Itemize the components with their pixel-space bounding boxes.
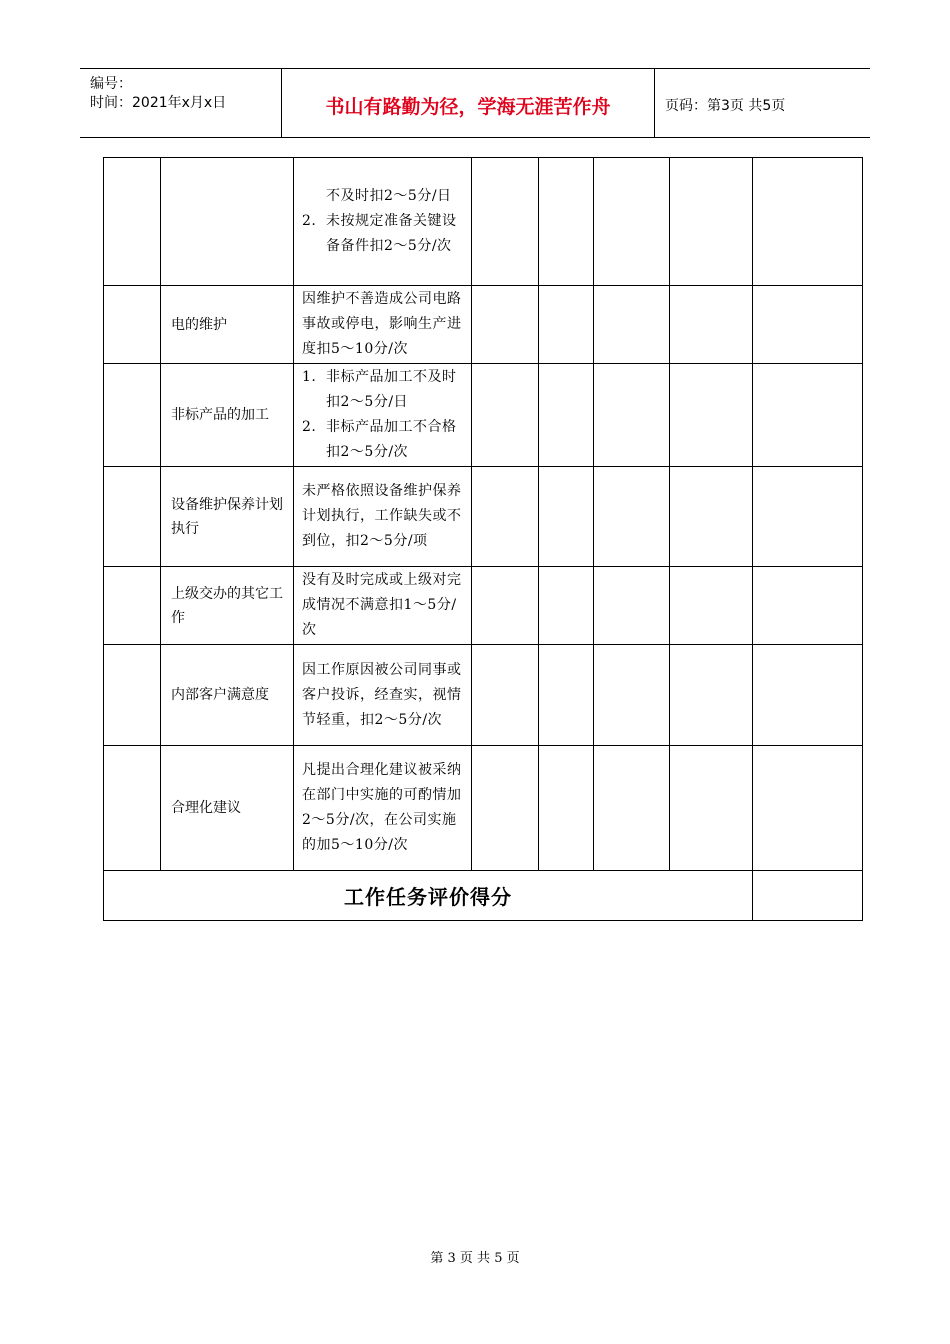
table-cell <box>104 746 161 871</box>
scoring-standard: 凡提出合理化建议被采纳在部门中实施的可酌情加2～5分/次，在公司实施的加5～10分/次 <box>294 746 472 871</box>
page-header <box>80 68 870 138</box>
assessment-item: 设备维护保养计划执行 <box>161 467 294 567</box>
header-right-cell <box>655 69 870 137</box>
score-cell <box>670 567 753 645</box>
table-cell <box>104 286 161 364</box>
score-cell <box>472 467 539 567</box>
table-cell <box>104 567 161 645</box>
score-cell <box>472 645 539 746</box>
standard-continuation: 不及时扣2～5分/日 <box>326 188 452 204</box>
score-cell <box>670 467 753 567</box>
score-cell <box>539 286 594 364</box>
standard-list-item <box>302 415 467 465</box>
score-cell <box>594 746 670 871</box>
score-cell <box>472 567 539 645</box>
list-number: 2. <box>302 213 317 229</box>
score-cell <box>539 158 594 286</box>
score-cell <box>753 746 863 871</box>
list-text: 未按规定准备关键设备备件扣2～5分/次 <box>326 213 457 254</box>
score-cell <box>539 364 594 467</box>
total-row <box>104 871 863 921</box>
table-row <box>104 158 863 286</box>
score-cell <box>472 364 539 467</box>
score-cell <box>539 645 594 746</box>
header-page-indicator: 页码：第3页 共5页 <box>665 98 786 114</box>
table-row <box>104 364 863 467</box>
score-cell <box>472 746 539 871</box>
table-row <box>104 286 863 364</box>
standard-list-item <box>302 209 467 259</box>
list-text: 非标产品加工不及时扣2～5分/日 <box>326 369 457 410</box>
scoring-standard <box>294 364 472 467</box>
table-row <box>104 746 863 871</box>
scoring-standard: 因维护不善造成公司电路事故或停电，影响生产进度扣5～10分/次 <box>294 286 472 364</box>
score-cell <box>594 158 670 286</box>
list-text: 非标产品加工不合格扣2～5分/次 <box>326 419 457 460</box>
header-left-cell <box>80 69 282 137</box>
score-cell <box>670 158 753 286</box>
table-cell <box>104 467 161 567</box>
score-cell <box>539 567 594 645</box>
score-cell <box>753 467 863 567</box>
scoring-standard: 没有及时完成或上级对完成情况不满意扣1～5分/次 <box>294 567 472 645</box>
document-date-label: 时间：2021年x月x日 <box>90 95 227 111</box>
table-row <box>104 467 863 567</box>
score-cell <box>539 746 594 871</box>
table-row <box>104 645 863 746</box>
score-cell <box>753 567 863 645</box>
score-cell <box>753 645 863 746</box>
scoring-standard: 因工作原因被公司同事或客户投诉，经查实，视情节轻重，扣2～5分/次 <box>294 645 472 746</box>
score-cell <box>594 645 670 746</box>
header-motto: 书山有路勤为径，学海无涯苦作舟 <box>325 96 611 118</box>
score-cell <box>753 158 863 286</box>
assessment-item: 电的维护 <box>161 286 294 364</box>
total-score-label: 工作任务评价得分 <box>104 871 753 921</box>
document-number-label: 编号： <box>90 76 132 92</box>
standard-list-item <box>302 365 467 415</box>
header-center-cell <box>282 69 655 137</box>
score-cell <box>594 467 670 567</box>
score-cell <box>472 158 539 286</box>
table-cell <box>104 364 161 467</box>
assessment-item <box>161 158 294 286</box>
evaluation-table <box>103 157 863 921</box>
assessment-item: 上级交办的其它工作 <box>161 567 294 645</box>
score-cell <box>472 286 539 364</box>
scoring-standard <box>294 158 472 286</box>
assessment-item: 非标产品的加工 <box>161 364 294 467</box>
score-cell <box>670 286 753 364</box>
score-cell <box>670 364 753 467</box>
score-cell <box>594 364 670 467</box>
score-cell <box>753 286 863 364</box>
table-cell <box>104 158 161 286</box>
score-cell <box>753 364 863 467</box>
list-number: 2. <box>302 419 317 435</box>
table-row <box>104 567 863 645</box>
list-number: 1. <box>302 369 317 385</box>
score-cell <box>539 467 594 567</box>
score-cell <box>594 567 670 645</box>
page-footer: 第 3 页 共 5 页 <box>430 1251 520 1266</box>
score-cell <box>670 746 753 871</box>
assessment-item: 内部客户满意度 <box>161 645 294 746</box>
assessment-item: 合理化建议 <box>161 746 294 871</box>
score-cell <box>594 286 670 364</box>
total-score-cell <box>753 871 863 921</box>
score-cell <box>670 645 753 746</box>
table-cell <box>104 645 161 746</box>
scoring-standard: 未严格依照设备维护保养计划执行，工作缺失或不到位，扣2～5分/项 <box>294 467 472 567</box>
